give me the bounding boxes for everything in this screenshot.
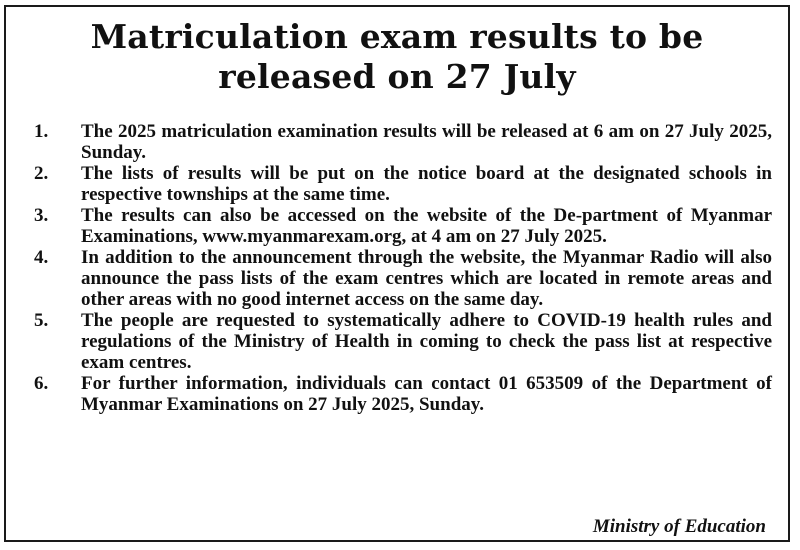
item-text: For further information, individuals can contact 01 653509 of the Department of Myanmar Examinations on 27 July 2025, Sunday. [81,373,772,415]
item-text: The lists of results will be put on the notice board at the designated schools in respective townships at the same time. [81,163,772,205]
notice-item-3 [6,205,792,247]
item-number: 2. [34,163,49,184]
notice-item-5 [6,310,792,373]
notice-title [6,17,788,97]
item-text: The 2025 matriculation examination results will be released at 6 am on 27 July 2025, Sunday. [81,121,772,163]
signature: Ministry of Education [592,516,766,537]
notice-title-line-2: released on 27 July [218,57,576,96]
notice-list [6,121,792,415]
item-text: The people are requested to systematically adhere to COVID-19 health rules and regulations of the Ministry of Health in coming to check the pass list at respective exam centres. [81,310,772,373]
item-number: 1. [34,121,49,142]
notice-title-line-1: Matriculation exam results to be [90,17,704,56]
item-number: 4. [34,247,49,268]
item-text: In addition to the announcement through the website, the Myanmar Radio will also announce the pass lists of the exam centres which are located in remote areas and other areas with no good internet access on the same day. [81,247,772,310]
item-text: The results can also be accessed on the website of the De-partment of Myanmar Examinations, www.myanmarexam.org, at 4 am on 27 July 2025. [81,205,772,247]
item-number: 3. [34,205,49,226]
notice-item-4 [6,247,792,310]
item-number: 6. [34,373,49,394]
notice-box [4,5,790,542]
notice-item-1 [6,121,792,163]
notice-item-2 [6,163,792,205]
notice-item-6 [6,373,792,415]
item-number: 5. [34,310,49,331]
